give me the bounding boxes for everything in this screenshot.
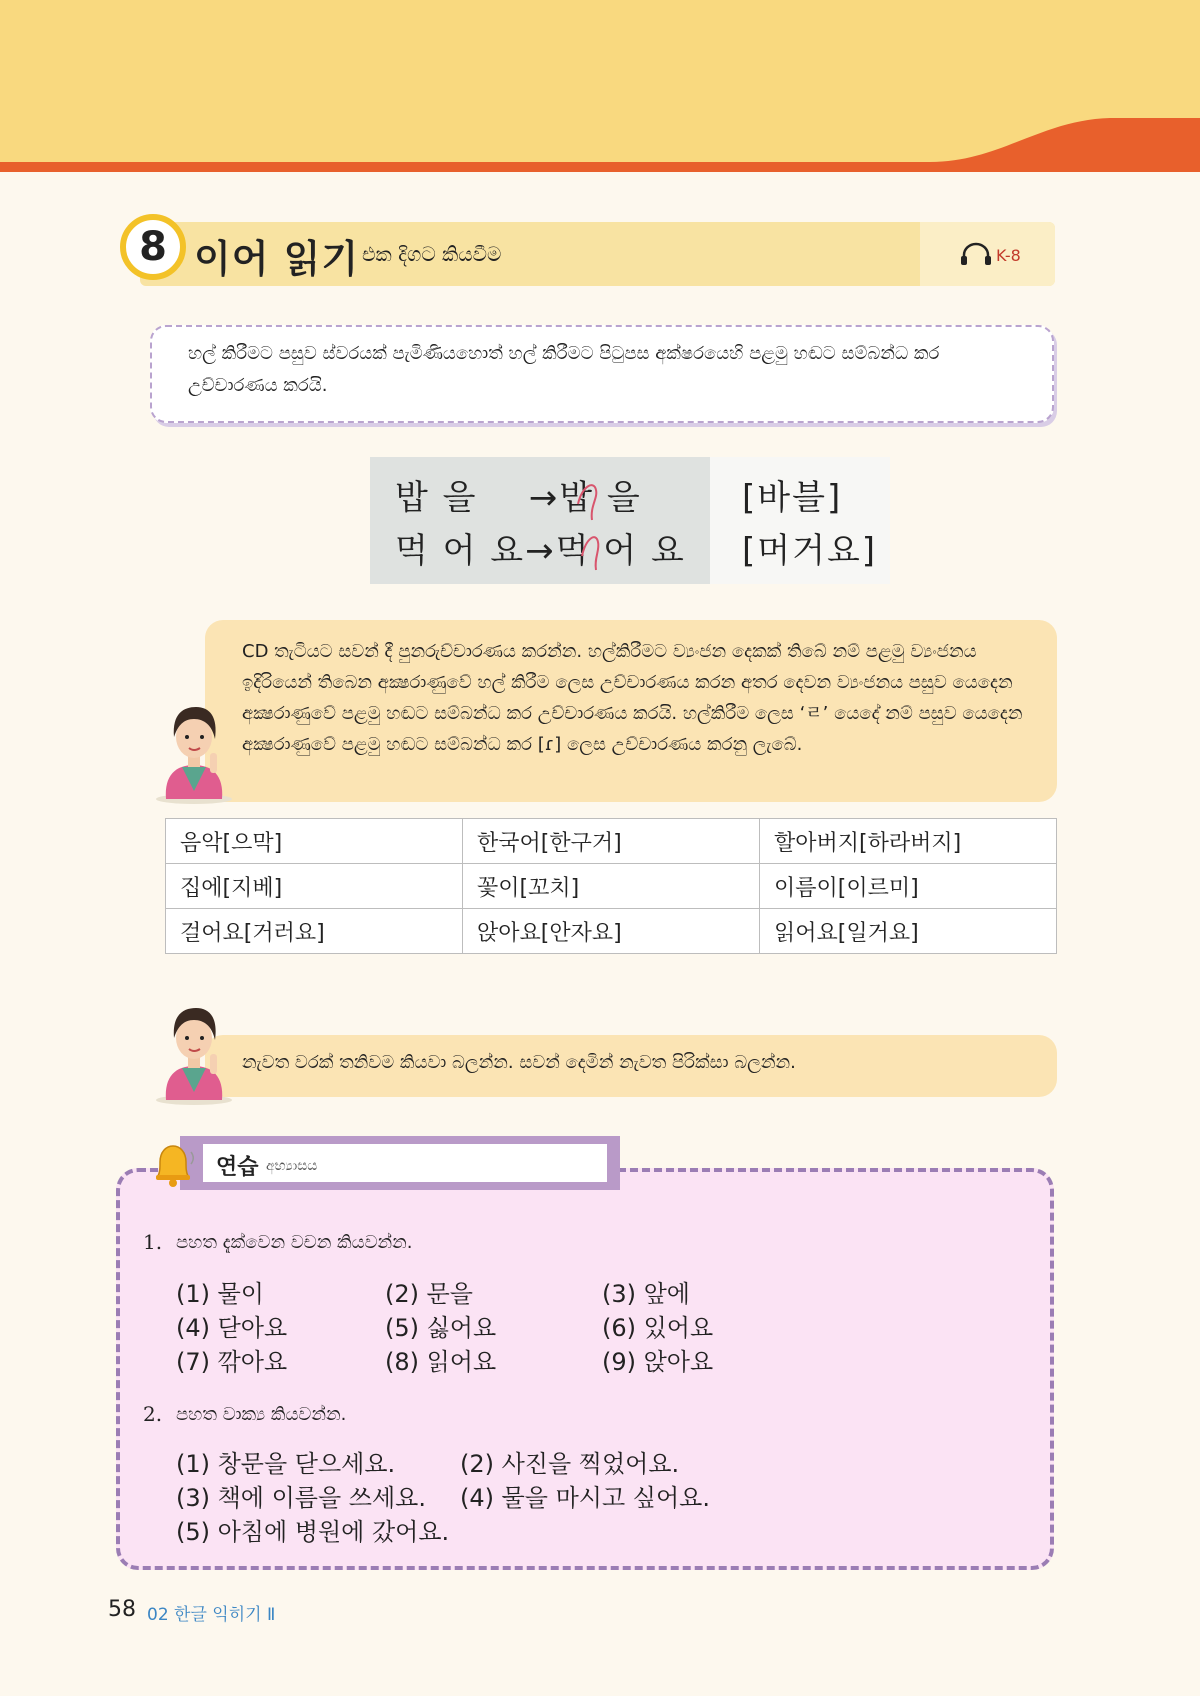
practice-item: (5) 싫어요	[385, 1314, 497, 1342]
practice-item: (4) 닫아요	[176, 1314, 288, 1342]
vocabulary-table	[165, 818, 1057, 954]
audio-track-code: K-8	[996, 246, 1021, 265]
practice-title: 연습	[216, 1155, 259, 1180]
section-title: 이어 읽기	[194, 237, 360, 281]
practice-item: (3) 앞에	[602, 1280, 690, 1308]
practice-sentence: (5) 아침에 병원에 갔어요.	[176, 1518, 450, 1546]
bell-icon	[148, 1138, 198, 1188]
table-cell: 읽어요[일거요]	[760, 909, 1057, 954]
practice-sentence: (4) 물을 마시고 싶어요.	[460, 1484, 710, 1512]
question-number: 2.	[143, 1402, 163, 1426]
practice-item: (6) 있어요	[602, 1314, 714, 1342]
practice-item: (9) 앉아요	[602, 1348, 714, 1376]
table-cell: 할아버지[하라버지]	[760, 819, 1057, 864]
table-cell: 집에[지베]	[166, 864, 463, 909]
header-wave	[0, 110, 1200, 180]
practice-tab-edge	[608, 1136, 620, 1190]
rule-text: හල් කිරීමට පසුව ස්වරයක් පැමිණියහොත් හල් කිරීමට පිටුපස අක්ෂරයෙහි පළමු හඬට සම්බන්ධ කර උච්චාරණය කරයි.	[188, 343, 940, 396]
teacher-illustration	[152, 996, 234, 1106]
table-row	[166, 909, 1057, 954]
table-cell: 꽃이[꼬치]	[463, 864, 760, 909]
table-cell: 앉아요[안자요]	[463, 909, 760, 954]
chapter-label: 02 한글 익히기 Ⅱ	[147, 1605, 276, 1625]
practice-item: (8) 읽어요	[385, 1348, 497, 1376]
table-cell: 음악[으막]	[166, 819, 463, 864]
example-line: 밥 을 →밥 을	[395, 478, 642, 518]
table-row	[166, 864, 1057, 909]
question-number: 1.	[143, 1230, 163, 1254]
practice-sentence: (1) 창문을 닫으세요.	[176, 1450, 396, 1478]
table-row	[166, 819, 1057, 864]
section-subtitle: එක දිගට කියවීම	[362, 242, 502, 266]
section-number: 8	[120, 214, 186, 280]
headphones-icon[interactable]	[960, 242, 992, 266]
question-text: පහත දැක්වෙන වචන කියවන්න.	[176, 1232, 413, 1253]
example-pronunciation: [바블]	[742, 478, 843, 518]
table-cell: 한국어[한구거]	[463, 819, 760, 864]
linking-arrows	[560, 466, 640, 576]
question-text: පහත වාක්‍ය කියවන්න.	[176, 1404, 347, 1425]
practice-subtitle: අභ්‍යාසය	[266, 1158, 318, 1174]
practice-item: (2) 문을	[385, 1280, 473, 1308]
instruction-text: CD තැටියට සවන් දී පුනරුච්චාරණය කරන්න. හල්කිරීමට ව්‍යංජන දෙකක් තිබේ නම් පළමු ව්‍යංජනය ඉදිරියෙන් තිබෙන අක්‍ෂරාණුවේ හල් කිරීම ලෙස උච්චාරණය කරන අතර දෙවන ව්‍යංජනය පසුව යෙදෙන අක්‍ෂරාණුවේ පළමු හඬට සම්බන්ධ කර උච්චාරණය කරයි. හල්කිරීම ලෙස ‘ㄹ’ යෙදේ නම් පසුව යෙදෙන අක්‍ෂරාණුවේ පළමු හඬට සම්බන්ධ කර [ɾ] ලෙස උච්චාරණය කරනු ලැබේ.	[242, 641, 1023, 755]
practice-item: (1) 물이	[176, 1280, 264, 1308]
table-cell: 걸어요[거러요]	[166, 909, 463, 954]
example-pronunciation: [머거요]	[742, 531, 878, 571]
instruction-text: නැවත වරක් තනිවම කියවා බලන්න. සවන් දෙමින් නැවත පිරික්සා බලන්න.	[242, 1052, 796, 1073]
teacher-illustration	[152, 695, 234, 805]
practice-item: (7) 깎아요	[176, 1348, 288, 1376]
table-cell: 이름이[이르미]	[760, 864, 1057, 909]
practice-sentence: (3) 책에 이름을 쓰세요.	[176, 1484, 426, 1512]
page-number: 58	[108, 1597, 136, 1622]
practice-sentence: (2) 사진을 찍었어요.	[460, 1450, 680, 1478]
example-line: 먹 어 요→먹 어 요	[395, 531, 686, 571]
